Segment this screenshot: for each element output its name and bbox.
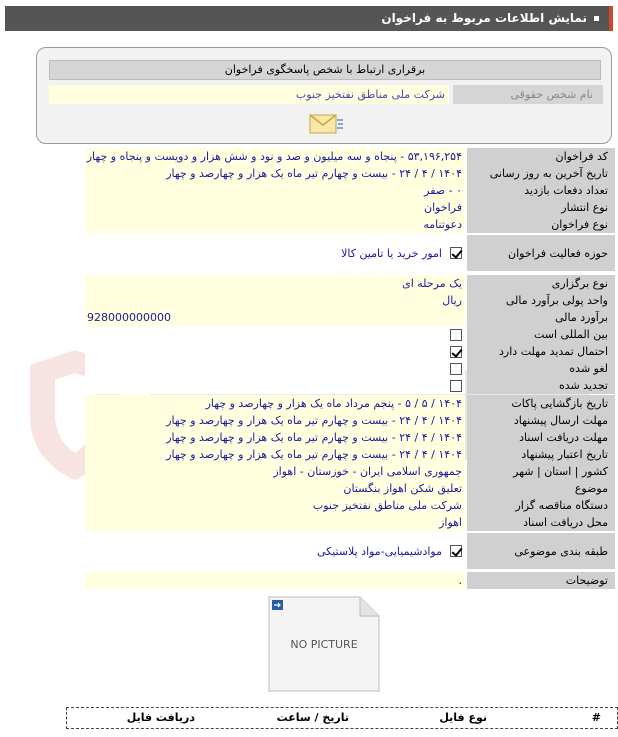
international-value (85, 326, 465, 343)
international-checkbox[interactable] (450, 329, 462, 341)
envelope-open-label: تاریخ بازگشایی پاکات (467, 395, 615, 412)
row-validity (85, 446, 615, 463)
last-update-value: ۱۴۰۴ / ۴ / ۲۴ - بیست و چهارم تیر ماه یک هزار و چهارصد و چهار (85, 165, 465, 182)
envelope-icon[interactable] (308, 110, 344, 138)
no-picture-text: NO PICTURE (290, 638, 358, 651)
page-title: نمایش اطلاعات مربوط به فراخوان (381, 11, 587, 25)
validity-value: ۱۴۰۴ / ۴ / ۲۴ - بیست و چهارم تیر ماه یک هزار و چهارصد و چهار (85, 446, 465, 463)
send-deadline-value: ۱۴۰۴ / ۴ / ۲۴ - بیست و چهارم تیر ماه یک هزار و چهارصد و چهار (85, 412, 465, 429)
row-last-update (85, 165, 615, 182)
category-value (85, 533, 465, 569)
row-call-type (85, 216, 615, 233)
row-subject (85, 480, 615, 497)
cancelled-label: لغو شده (467, 360, 615, 377)
row-estimate (85, 309, 615, 326)
location-value: جمهوری اسلامی ایران - خوزستان - اهواز (85, 463, 465, 480)
row-doc-place (85, 514, 615, 531)
row-organizer (85, 497, 615, 514)
row-international (85, 326, 615, 343)
activity-scope-text: امور خرید یا تامین کالا (341, 246, 442, 260)
currency-value: ریال (85, 292, 465, 309)
holding-type-value: یک مرحله ای (85, 275, 465, 292)
subject-value: تعلیق شکن اهواز بنگستان (85, 480, 465, 497)
holding-type-label: نوع برگزاری (467, 275, 615, 292)
call-type-label: نوع فراخوان (467, 216, 615, 233)
row-location (85, 463, 615, 480)
row-receive-deadline (85, 429, 615, 446)
row-cancelled (85, 360, 615, 377)
row-category (85, 533, 615, 569)
estimate-label: برآورد مالی (467, 309, 615, 326)
title-strip (5, 6, 613, 31)
doc-place-value: اهواز (85, 514, 465, 531)
description-label: توضیحات (467, 572, 615, 589)
organizer-value: شرکت ملی مناطق نفتخیز جنوب (85, 497, 465, 514)
code-value: ۵۳,۱۹۶,۲۵۴ - پنجاه و سه میلیون و صد و نود و شش هزار و دویست و پنجاه و چهار (85, 148, 465, 165)
row-activity-scope (85, 235, 615, 271)
visit-count-label: تعداد دفعات بازدید (467, 182, 615, 199)
international-label: بین المللی است (467, 326, 615, 343)
files-col-download: دریافت فایل (126, 711, 195, 724)
row-envelope-open (85, 395, 615, 412)
renewed-label: تجدید شده (467, 377, 615, 394)
title-bullet-icon (594, 16, 599, 21)
envelope-open-value: ۱۴۰۴ / ۵ / ۵ - پنجم مرداد ماه یک هزار و چهارصد و چهار (85, 395, 465, 412)
category-label: طبقه بندی موضوعی (467, 533, 615, 569)
organizer-label: دستگاه مناقصه گزار (467, 497, 615, 514)
visit-count-value: ۰ - صفر (85, 182, 465, 199)
legal-person-label: نام شخص حقوقی (453, 85, 603, 104)
last-update-label: تاریخ آخرین به روز رسانی (467, 165, 615, 182)
row-holding-type (85, 275, 615, 292)
renewed-value (85, 377, 465, 394)
doc-place-label: محل دریافت اسناد (467, 514, 615, 531)
extension-value (85, 343, 465, 360)
row-currency (85, 292, 615, 309)
row-send-deadline (85, 412, 615, 429)
row-visit-count (85, 182, 615, 199)
location-label: کشور | استان | شهر (467, 463, 615, 480)
subject-label: موضوع (467, 480, 615, 497)
row-publish-type (85, 199, 615, 216)
renewed-checkbox[interactable] (450, 380, 462, 392)
row-extension (85, 343, 615, 360)
receive-deadline-value: ۱۴۰۴ / ۴ / ۲۴ - بیست و چهارم تیر ماه یک هزار و چهارصد و چهار (85, 429, 465, 446)
no-picture-image[interactable] (268, 596, 380, 692)
legal-person-value: شرکت ملی مناطق نفتخیز جنوب (49, 85, 449, 104)
cancelled-value (85, 360, 465, 377)
publish-type-value: فراخوان (85, 199, 465, 216)
contact-header: برقراری ارتباط با شخص پاسخگوی فراخوان (49, 60, 601, 80)
row-renewed (85, 377, 615, 394)
files-col-number: # (591, 711, 601, 724)
title-bar (0, 0, 618, 37)
publish-type-label: نوع انتشار (467, 199, 615, 216)
validity-label: تاریخ اعتبار پیشنهاد (467, 446, 615, 463)
category-checkbox[interactable] (450, 545, 462, 557)
activity-scope-label: حوزه فعالیت فراخوان (467, 235, 615, 271)
description-value: . (85, 572, 465, 589)
estimate-value: 928000000000 (85, 309, 465, 326)
activity-scope-checkbox[interactable] (450, 247, 462, 259)
send-deadline-label: مهلت ارسال پیشنهاد (467, 412, 615, 429)
code-label: کد فراخوان (467, 148, 615, 165)
activity-scope-value (85, 235, 465, 271)
extension-checkbox[interactable] (450, 346, 462, 358)
extension-label: احتمال تمدید مهلت دارد (467, 343, 615, 360)
category-text: موادشیمیایی-مواد پلاستیکی (316, 544, 442, 558)
files-col-date: تاریخ / ساعت (276, 711, 349, 724)
contact-box (36, 47, 612, 144)
receive-deadline-label: مهلت دریافت اسناد (467, 429, 615, 446)
files-col-type: نوع فایل (439, 711, 487, 724)
currency-label: واحد پولی برآورد مالی (467, 292, 615, 309)
row-description (85, 572, 615, 589)
call-type-value: دعوتنامه (85, 216, 465, 233)
row-code (85, 148, 615, 165)
cancelled-checkbox[interactable] (450, 363, 462, 375)
files-table-header (66, 707, 618, 729)
